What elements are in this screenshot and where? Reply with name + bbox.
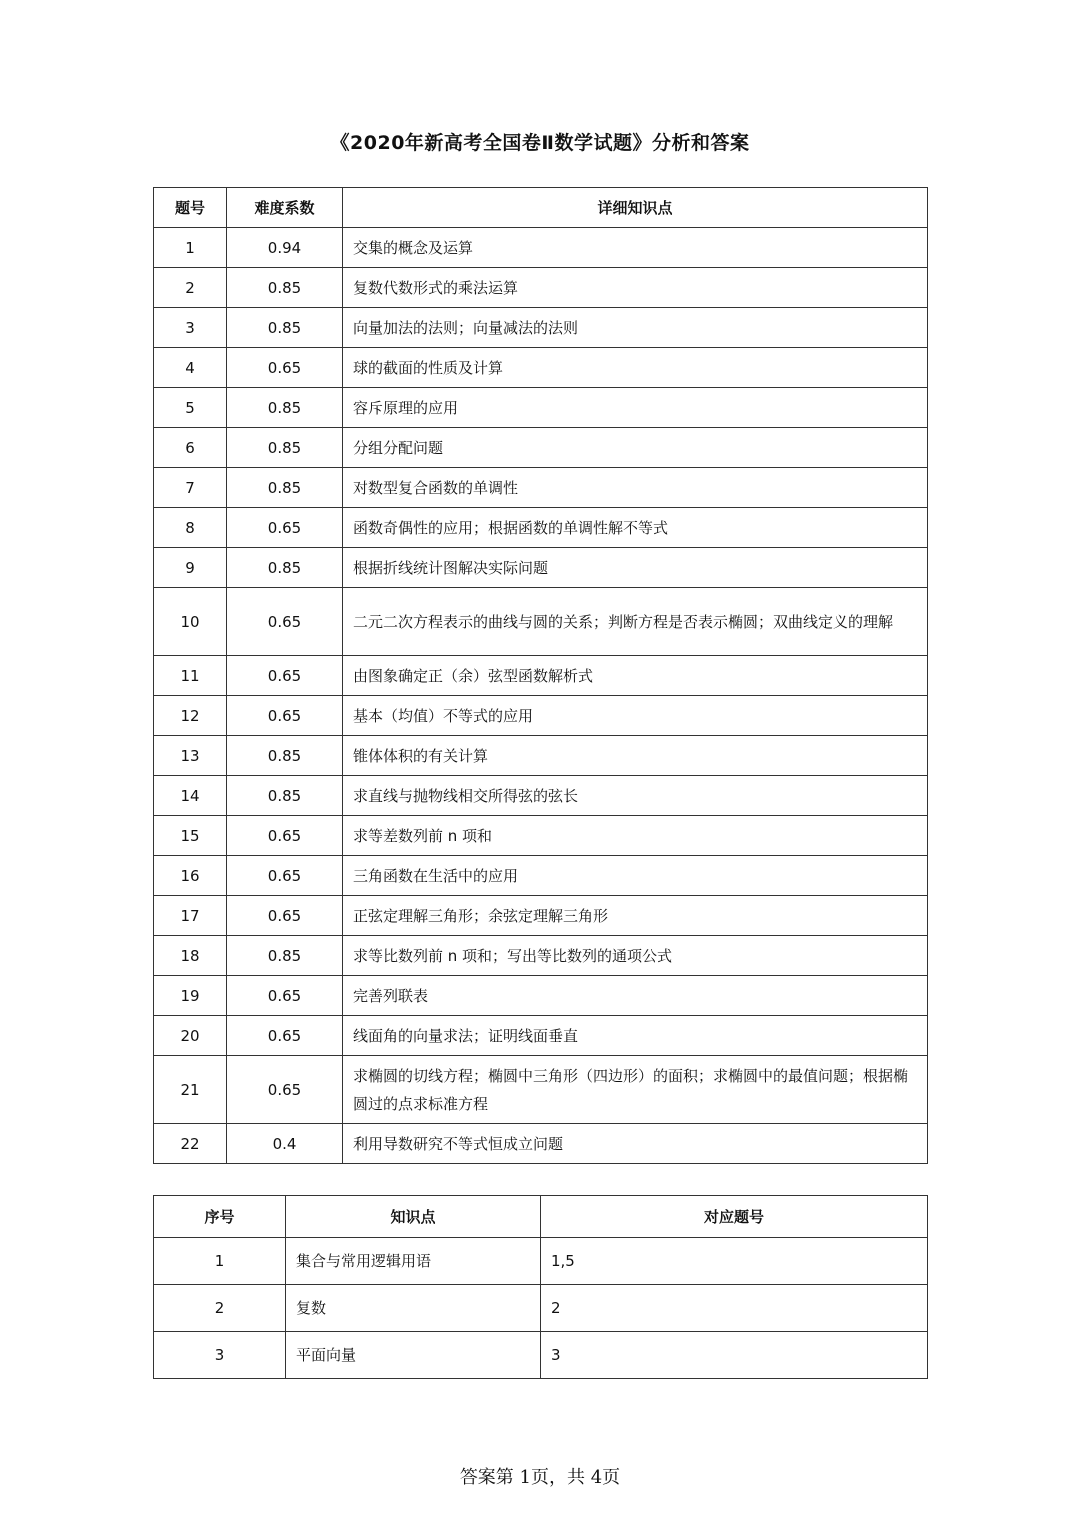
header-knowledge-points: 详细知识点	[343, 188, 928, 228]
cell-difficulty: 0.65	[227, 656, 343, 696]
cell-difficulty: 0.4	[227, 1124, 343, 1164]
cell-knowledge-points: 正弦定理解三角形；余弦定理解三角形	[343, 896, 928, 936]
table-row	[154, 976, 928, 1016]
cell-knowledge-points: 分组分配问题	[343, 428, 928, 468]
table-row	[154, 468, 928, 508]
cell-question-numbers: 1,5	[541, 1238, 928, 1285]
cell-knowledge-point: 复数	[286, 1285, 541, 1332]
cell-knowledge-points: 函数奇偶性的应用；根据函数的单调性解不等式	[343, 508, 928, 548]
table-row	[154, 1056, 928, 1124]
cell-question-number: 3	[154, 308, 227, 348]
cell-knowledge-points: 锥体体积的有关计算	[343, 736, 928, 776]
cell-knowledge-points: 二元二次方程表示的曲线与圆的关系；判断方程是否表示椭圆；双曲线定义的理解	[343, 588, 928, 656]
cell-question-number: 1	[154, 228, 227, 268]
cell-question-number: 10	[154, 588, 227, 656]
cell-difficulty: 0.85	[227, 388, 343, 428]
knowledge-table	[153, 1195, 928, 1379]
header-serial-number: 序号	[154, 1196, 286, 1238]
cell-difficulty: 0.65	[227, 896, 343, 936]
table-row	[154, 228, 928, 268]
cell-knowledge-points: 容斥原理的应用	[343, 388, 928, 428]
cell-knowledge-points: 利用导数研究不等式恒成立问题	[343, 1124, 928, 1164]
cell-serial-number: 1	[154, 1238, 286, 1285]
table-row	[154, 1285, 928, 1332]
cell-knowledge-points: 求等比数列前 n 项和；写出等比数列的通项公式	[343, 936, 928, 976]
cell-question-number: 22	[154, 1124, 227, 1164]
cell-question-number: 8	[154, 508, 227, 548]
cell-knowledge-points: 球的截面的性质及计算	[343, 348, 928, 388]
header-knowledge-point: 知识点	[286, 1196, 541, 1238]
table-row	[154, 816, 928, 856]
cell-question-number: 12	[154, 696, 227, 736]
table-row	[154, 1238, 928, 1285]
page-title: 《2020年新高考全国卷Ⅱ数学试题》分析和答案	[330, 132, 750, 154]
cell-difficulty: 0.85	[227, 736, 343, 776]
table-row	[154, 856, 928, 896]
cell-question-numbers: 2	[541, 1285, 928, 1332]
cell-question-number: 15	[154, 816, 227, 856]
cell-serial-number: 3	[154, 1332, 286, 1379]
table-row	[154, 268, 928, 308]
cell-question-number: 18	[154, 936, 227, 976]
cell-question-number: 2	[154, 268, 227, 308]
cell-knowledge-points: 线面角的向量求法；证明线面垂直	[343, 1016, 928, 1056]
cell-difficulty: 0.85	[227, 308, 343, 348]
cell-question-number: 9	[154, 548, 227, 588]
table-header-row	[154, 1196, 928, 1238]
cell-question-number: 13	[154, 736, 227, 776]
cell-knowledge-points: 向量加法的法则；向量减法的法则	[343, 308, 928, 348]
cell-knowledge-points: 交集的概念及运算	[343, 228, 928, 268]
cell-knowledge-point: 平面向量	[286, 1332, 541, 1379]
cell-knowledge-points: 三角函数在生活中的应用	[343, 856, 928, 896]
cell-difficulty: 0.65	[227, 816, 343, 856]
table-row	[154, 736, 928, 776]
header-question-numbers: 对应题号	[541, 1196, 928, 1238]
cell-difficulty: 0.65	[227, 976, 343, 1016]
cell-question-number: 20	[154, 1016, 227, 1056]
table-header-row	[154, 188, 928, 228]
cell-knowledge-points: 求直线与抛物线相交所得弦的弦长	[343, 776, 928, 816]
difficulty-table	[153, 187, 928, 1164]
table-row	[154, 1124, 928, 1164]
header-question-number: 题号	[154, 188, 227, 228]
cell-question-numbers: 3	[541, 1332, 928, 1379]
cell-difficulty: 0.94	[227, 228, 343, 268]
cell-difficulty: 0.85	[227, 936, 343, 976]
cell-difficulty: 0.85	[227, 548, 343, 588]
cell-question-number: 14	[154, 776, 227, 816]
cell-knowledge-points: 由图象确定正（余）弦型函数解析式	[343, 656, 928, 696]
cell-serial-number: 2	[154, 1285, 286, 1332]
cell-knowledge-points: 求椭圆的切线方程；椭圆中三角形（四边形）的面积；求椭圆中的最值问题；根据椭圆过的点求标准方程	[343, 1056, 928, 1124]
cell-difficulty: 0.65	[227, 508, 343, 548]
cell-knowledge-points: 求等差数列前 n 项和	[343, 816, 928, 856]
cell-knowledge-points: 完善列联表	[343, 976, 928, 1016]
table-row	[154, 1016, 928, 1056]
table-row	[154, 508, 928, 548]
table-row	[154, 428, 928, 468]
cell-difficulty: 0.85	[227, 468, 343, 508]
table-row	[154, 588, 928, 656]
cell-difficulty: 0.65	[227, 696, 343, 736]
page-footer: 答案第 1页，共 4页	[459, 1467, 621, 1488]
cell-question-number: 4	[154, 348, 227, 388]
cell-question-number: 16	[154, 856, 227, 896]
table-row	[154, 348, 928, 388]
cell-difficulty: 0.65	[227, 856, 343, 896]
table-row	[154, 388, 928, 428]
cell-difficulty: 0.85	[227, 428, 343, 468]
cell-question-number: 21	[154, 1056, 227, 1124]
table-row	[154, 936, 928, 976]
cell-difficulty: 0.65	[227, 348, 343, 388]
cell-question-number: 19	[154, 976, 227, 1016]
cell-difficulty: 0.65	[227, 1016, 343, 1056]
cell-question-number: 5	[154, 388, 227, 428]
table-row	[154, 656, 928, 696]
cell-knowledge-points: 对数型复合函数的单调性	[343, 468, 928, 508]
table-row	[154, 776, 928, 816]
table-row	[154, 548, 928, 588]
cell-difficulty: 0.65	[227, 588, 343, 656]
table-row	[154, 896, 928, 936]
table-row	[154, 696, 928, 736]
cell-question-number: 11	[154, 656, 227, 696]
cell-difficulty: 0.85	[227, 776, 343, 816]
table-row	[154, 308, 928, 348]
header-difficulty: 难度系数	[227, 188, 343, 228]
cell-difficulty: 0.85	[227, 268, 343, 308]
cell-knowledge-points: 基本（均值）不等式的应用	[343, 696, 928, 736]
cell-question-number: 17	[154, 896, 227, 936]
table-row	[154, 1332, 928, 1379]
cell-knowledge-point: 集合与常用逻辑用语	[286, 1238, 541, 1285]
cell-question-number: 6	[154, 428, 227, 468]
cell-knowledge-points: 复数代数形式的乘法运算	[343, 268, 928, 308]
cell-difficulty: 0.65	[227, 1056, 343, 1124]
cell-question-number: 7	[154, 468, 227, 508]
cell-knowledge-points: 根据折线统计图解决实际问题	[343, 548, 928, 588]
